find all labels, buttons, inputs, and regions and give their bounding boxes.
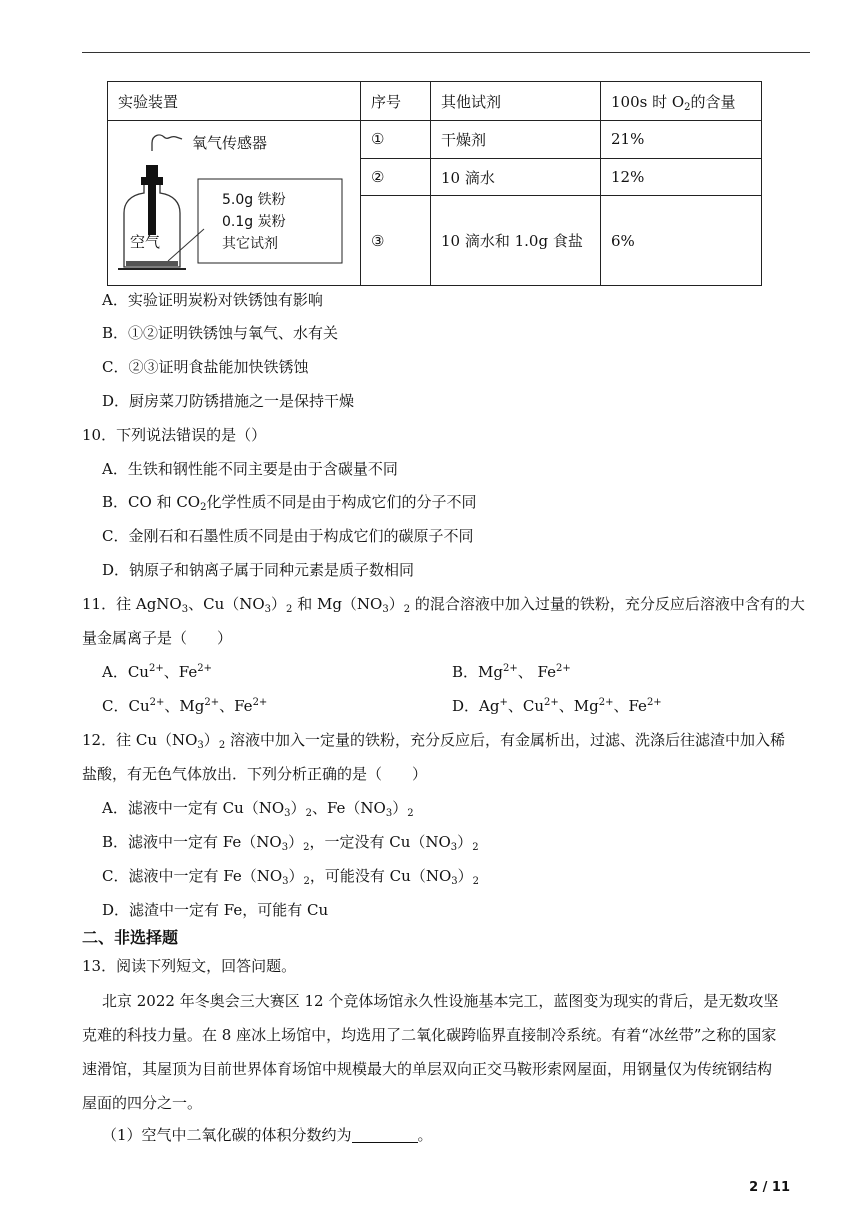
- q12-option-a: A．滤液中一定有 $Cu(NO_3)_2$、$Fe(NO_3)_2$: [102, 799, 414, 819]
- q11-option-c: C．$Cu^{2+}$、$Mg^{2+}$、$Fe^{2+}$: [102, 697, 268, 715]
- th-apparatus: 实验装置: [108, 82, 361, 121]
- q12-option-b: B．滤液中一定有 $Fe(NO_3)_2$，一定没有 $Cu(NO_3)_2$: [102, 833, 479, 853]
- q11-option-d: D．Ag+、$Cu^{2+}$、$Mg^{2+}$、$Fe^{2+}$: [452, 697, 662, 715]
- q10-option-d: D．钠原子和钠离子属于同种元素是质子数相同: [102, 561, 415, 579]
- sensor-label: 氧气传感器: [192, 134, 268, 152]
- q10-option-b: B．CO 和 $CO_2$化学性质不同是由于构成它们的分子不同: [102, 493, 477, 513]
- q9-option-c: C．②③证明食盐能加快铁锈蚀: [102, 358, 309, 376]
- experiment-table: [107, 81, 762, 286]
- q11-option-b: B．$Mg^{2+}$、 $Fe^{2+}$: [452, 663, 571, 681]
- q11-stem-line2: 量金属离子是（ ）: [82, 629, 233, 647]
- row3-reagent: 10 滴水和 1.0g 食盐: [431, 196, 601, 286]
- q11-stem-line1: 11．往 AgNO$_3$、$Cu(NO_3)_2$ 和 $Mg(NO_3)_2$ 的混合溶液中加入过量的铁粉，充分反应后溶液中含有的大: [82, 595, 805, 615]
- page-number: 2 / 11: [749, 1180, 790, 1195]
- q13-para-line2: 克难的科技力量。在 8 座冰上场馆中，均选用了二氧化碳跨临界直接制冷系统。有着“冰丝带”之称的国家: [82, 1026, 777, 1044]
- apparatus-cell: [108, 121, 361, 286]
- air-label: 空气: [130, 233, 161, 251]
- q12-option-d: D．滤渣中一定有 Fe，可能有 Cu: [102, 901, 329, 919]
- box-line-2: 0.1g 炭粉: [222, 214, 286, 230]
- q13-para-line4: 屋面的四分之一。: [82, 1094, 203, 1112]
- q9-option-b: B．①②证明铁锈蚀与氧气、水有关: [102, 324, 339, 342]
- row3-o2: 6%: [601, 196, 762, 286]
- th-number: 序号: [361, 82, 431, 121]
- q12-stem-line2: 盐酸，有无色气体放出．下列分析正确的是（ ）: [82, 765, 428, 783]
- apparatus-diagram: [108, 121, 360, 281]
- row1-o2: 21%: [601, 121, 762, 159]
- q10-option-c: C．金刚石和石墨性质不同是由于构成它们的碳原子不同: [102, 527, 474, 545]
- box-line-3: 其它试剂: [222, 236, 278, 252]
- q12-option-c: C．滤液中一定有 $Fe(NO_3)_2$，可能没有 $Cu(NO_3)_2$: [102, 867, 480, 887]
- q13-sub1: （1）空气中二氧化碳的体积分数约为 。: [102, 1126, 433, 1144]
- q9-option-a: A．实验证明炭粉对铁锈蚀有影响: [102, 291, 323, 309]
- th-o2: 100s 时 $O_2$的含量: [601, 82, 762, 121]
- header-rule: [82, 52, 810, 53]
- box-line-1: 5.0g 铁粉: [222, 192, 286, 208]
- q10-stem: 10．下列说法错误的是（）: [82, 426, 267, 444]
- q13-para-line1: 北京 2022 年冬奥会三大赛区 12 个竞体场馆永久性设施基本完工，蓝图变为现实的背后，是无数攻坚: [102, 992, 779, 1010]
- q9-option-d: D．厨房菜刀防锈措施之一是保持干燥: [102, 392, 355, 410]
- row2-number: ②: [361, 158, 431, 196]
- q11-option-a: A．$Cu^{2+}$、$Fe^{2+}$: [102, 663, 212, 681]
- answer-blank[interactable]: [352, 1126, 418, 1143]
- q13-para-line3: 速滑馆，其屋顶为目前世界体育场馆中规模最大的单层双向正交马鞍形索网屋面，用钢量仅为传统钢结构: [82, 1060, 773, 1078]
- row3-number: ③: [361, 196, 431, 286]
- section-heading: 二、非选择题: [82, 928, 179, 947]
- row1-reagent: 干燥剂: [431, 121, 601, 159]
- row2-o2: 12%: [601, 158, 762, 196]
- q13-stem: 13．阅读下列短文，回答问题。: [82, 957, 297, 975]
- q10-option-a: A．生铁和钢性能不同主要是由于含碳量不同: [102, 460, 398, 478]
- th-reagent: 其他试剂: [431, 82, 601, 121]
- q12-stem-line1: 12．往 $Cu(NO_3)_2$ 溶液中加入一定量的铁粉，充分反应后，有金属析出，过滤、洗涤后往滤渣中加入稀: [82, 731, 785, 751]
- row2-reagent: 10 滴水: [431, 158, 601, 196]
- row1-number: ①: [361, 121, 431, 159]
